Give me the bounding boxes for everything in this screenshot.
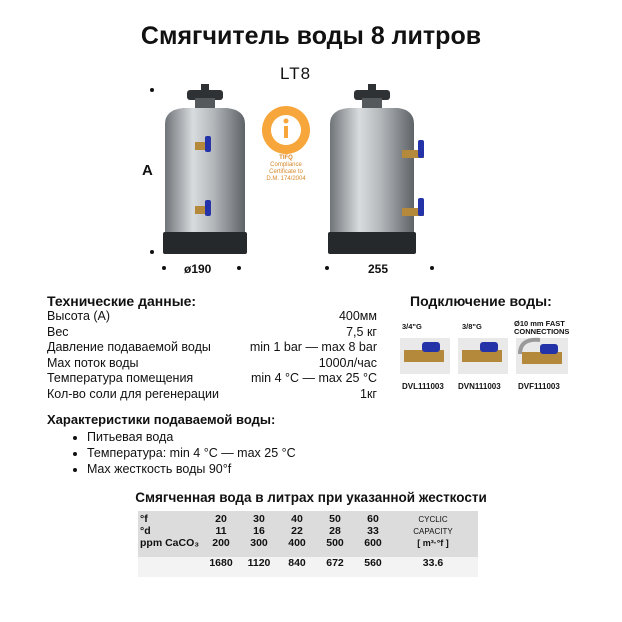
height-dimension-label: A	[142, 162, 153, 179]
list-item: • Питьевая вода	[87, 429, 296, 445]
tank-side-view	[320, 84, 440, 256]
valve-3-8-icon	[458, 338, 508, 374]
connection-size-label: Ø10 mm FAST CONNECTIONS	[514, 319, 570, 336]
spec-row: Высота (А) 400мм	[47, 309, 377, 323]
depth-label: 255	[368, 262, 389, 276]
table-row: 1680 1120 840 672 560 33.6	[209, 557, 444, 569]
table-row: °f 20 30 40 50 60 CYCLIC	[140, 513, 448, 525]
valve-3-4-icon	[400, 338, 450, 374]
diameter-label: ø190	[184, 262, 212, 276]
dimension-marker	[430, 266, 434, 270]
dimension-marker	[237, 266, 241, 270]
softened-table	[140, 513, 474, 569]
dimension-marker	[150, 88, 154, 92]
softened-heading: Смягченная вода в литрах при указанной жесткости	[135, 490, 487, 505]
list-item: • Max жесткость воды 90°f	[87, 461, 296, 477]
certification-caption: TIFQ Compliance Certificate to D.M. 174/2004	[266, 155, 306, 182]
connection-code: DVL111003	[402, 382, 444, 391]
spec-row: Вес 7,5 кг	[47, 324, 377, 339]
spec-row: Давление подаваемой воды min 1 bar — max 8 bar	[47, 340, 377, 354]
connection-code: DVF111003	[518, 382, 560, 391]
spec-row: Температура помещения min 4 °C — max 25 °C	[47, 371, 377, 385]
specs-table	[47, 309, 377, 402]
dimension-marker	[150, 250, 154, 254]
table-row: °d 11 16 22 28 33 CAPACITY	[140, 525, 453, 537]
valve-images	[400, 334, 570, 378]
tank-front-view	[155, 84, 255, 256]
page-title: Смягчитель воды 8 литров	[140, 22, 482, 50]
connection-code: DVN111003	[458, 382, 501, 391]
connection-size-label: 3/8"G	[462, 322, 482, 331]
spec-row: Max поток воды 1000л/час	[47, 355, 377, 370]
spec-row: Кол-во соли для регенерации 1кг	[47, 386, 377, 401]
connection-size-label: 3/4"G	[402, 322, 422, 331]
water-characteristics-list	[47, 427, 296, 477]
dimension-marker	[325, 266, 329, 270]
water-heading: Характеристики подаваемой воды:	[47, 412, 276, 427]
table-row: ppm CaCO₃ 200 300 400 500 600 [ m³·°f ]	[140, 537, 449, 549]
dimension-marker	[162, 266, 166, 270]
valve-fast-connection-icon	[516, 338, 568, 374]
list-item: • Температура: min 4 °C — max 25 °C	[87, 445, 296, 461]
specs-heading: Технические данные:	[47, 293, 197, 309]
connection-heading: Подключение воды:	[410, 293, 552, 309]
model-label: LT8	[280, 64, 312, 83]
